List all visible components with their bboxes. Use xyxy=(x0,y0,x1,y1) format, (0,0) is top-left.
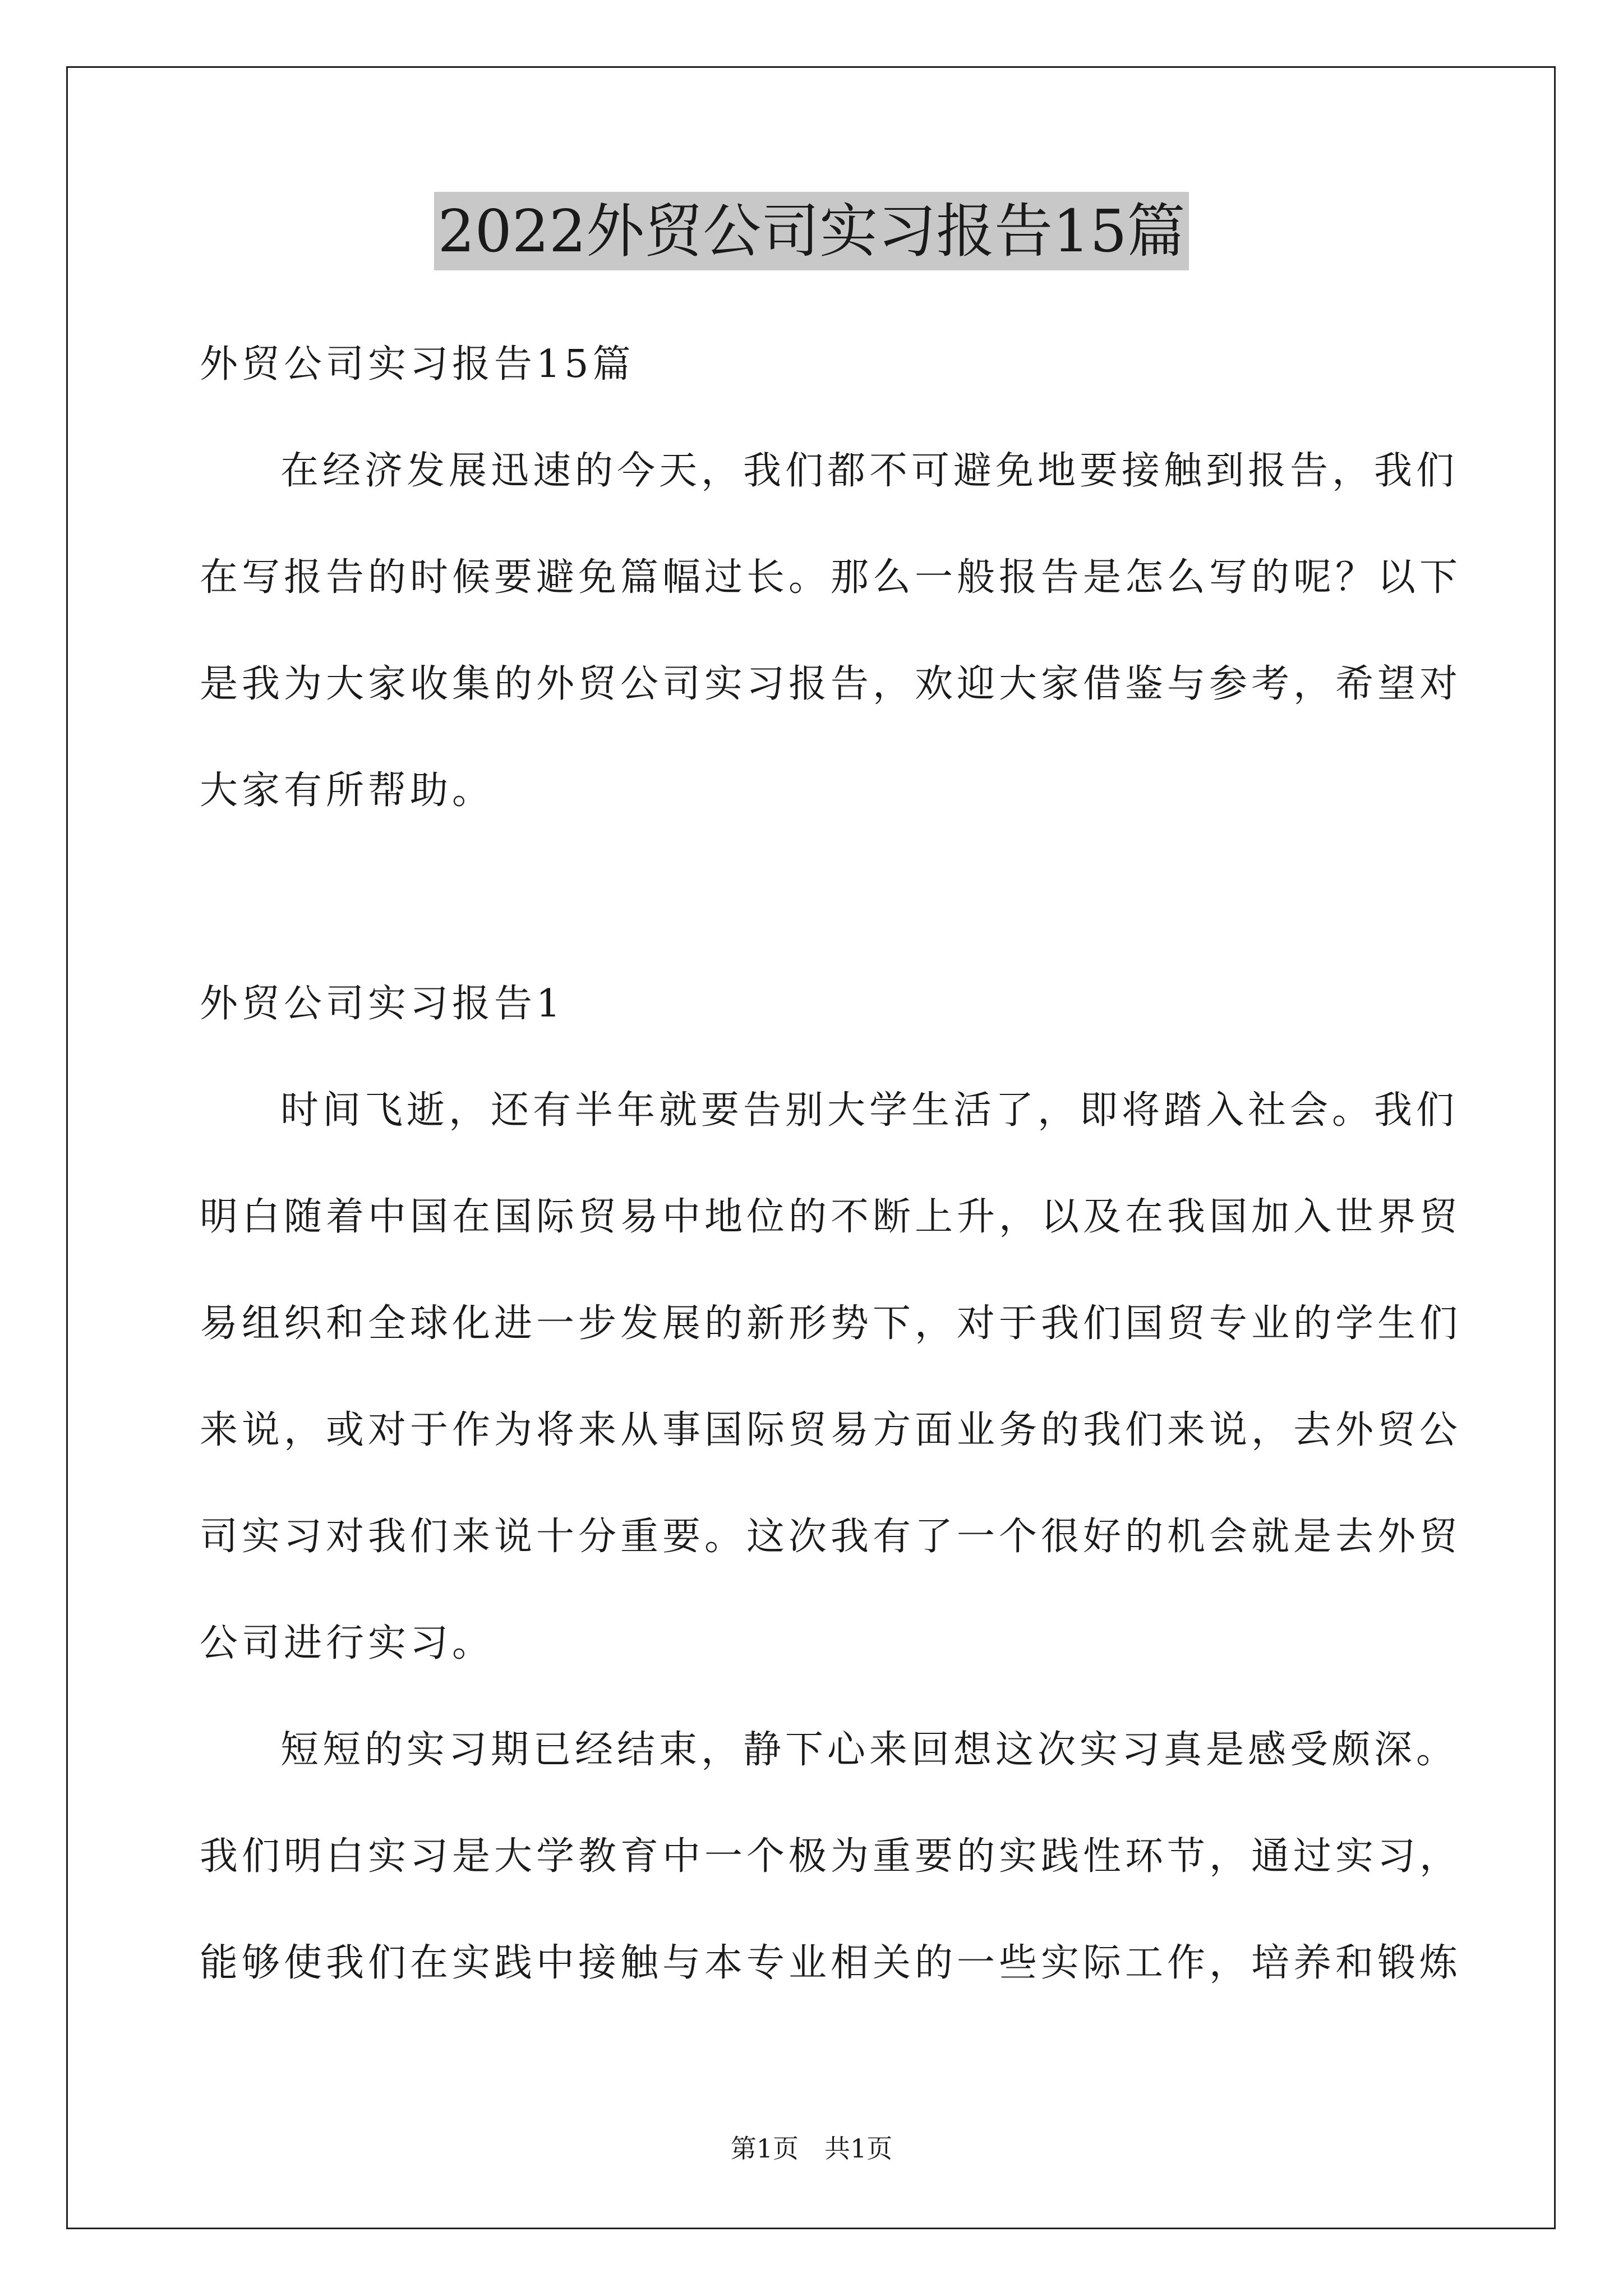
paragraph-line: 明白随着中国在国际贸易中地位的不断上升，以及在我国加入世界贸 xyxy=(200,1195,1462,1239)
paragraph-line: 易组织和全球化进一步发展的新形势下，对于我们国贸专业的学生们 xyxy=(200,1301,1462,1346)
document-title: 2022外贸公司实习报告15篇 xyxy=(434,192,1188,270)
paragraph-line: 时间飞逝，还有半年就要告别大学生活了，即将踏入社会。我们 xyxy=(280,1088,1459,1133)
paragraph-line: 我们明白实习是大学教育中一个极为重要的实践性环节，通过实习， xyxy=(200,1834,1462,1879)
section-heading: 外贸公司实习报告1 xyxy=(200,982,565,1026)
paragraph-line: 公司进行实习。 xyxy=(200,1621,495,1665)
page-number: 第1页 共1页 xyxy=(730,2133,893,2164)
paragraph-line: 在经济发展迅速的今天，我们都不可避免地要接触到报告，我们 xyxy=(280,449,1459,493)
paragraph-line: 在写报告的时候要避免篇幅过长。那么一般报告是怎么写的呢？以下 xyxy=(200,555,1462,600)
title-container xyxy=(0,192,1623,270)
paragraph-line: 司实习对我们来说十分重要。这次我有了一个很好的机会就是去外贸 xyxy=(200,1515,1462,1559)
paragraph-line: 是我为大家收集的外贸公司实习报告，欢迎大家借鉴与参考，希望对 xyxy=(200,662,1462,706)
paragraph-line: 能够使我们在实践中接触与本专业相关的一些实际工作，培养和锻炼 xyxy=(200,1941,1462,1985)
paragraph-line: 来说，或对于作为将来从事国际贸易方面业务的我们来说，去外贸公 xyxy=(200,1408,1462,1452)
paragraph-line: 短短的实习期已经结束，静下心来回想这次实习真是感受颇深。 xyxy=(280,1728,1459,1772)
section-heading: 外贸公司实习报告15篇 xyxy=(200,342,635,386)
paragraph-line: 大家有所帮助。 xyxy=(200,769,495,813)
